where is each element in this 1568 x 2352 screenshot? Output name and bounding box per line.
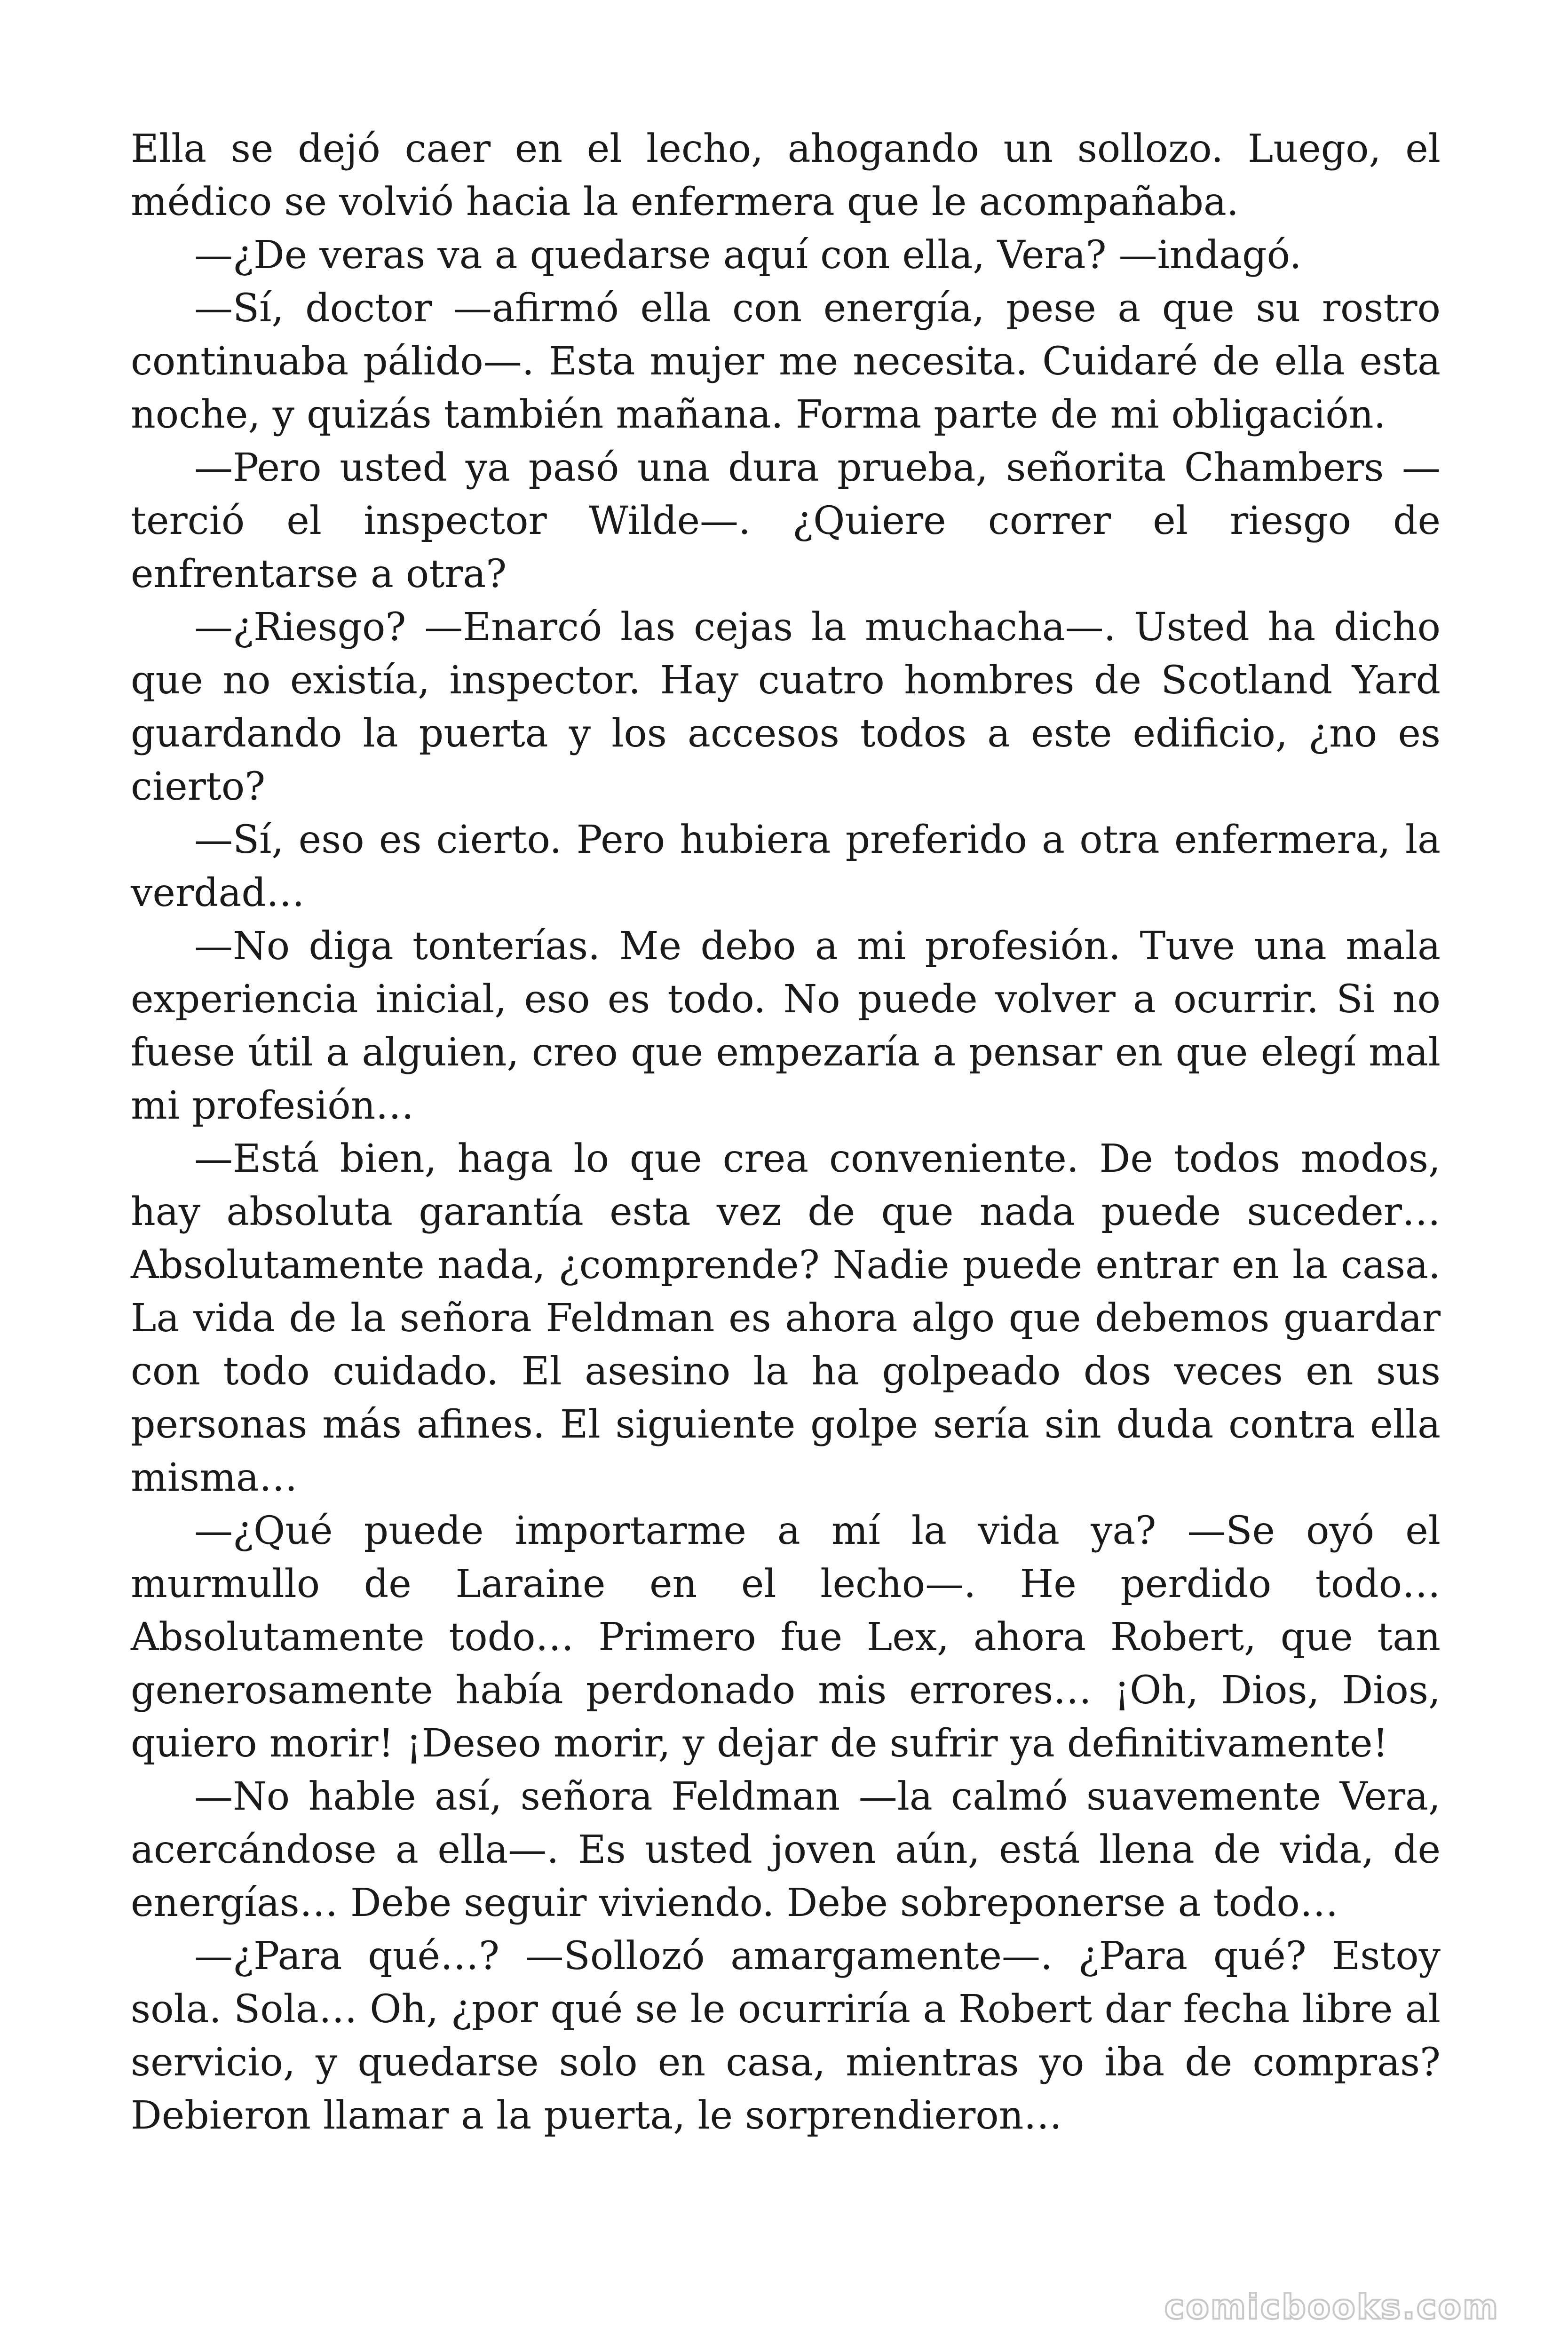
paragraph: —¿De veras va a quedarse aquí con ella, Vera? —indagó. xyxy=(194,233,1302,278)
paragraph: —No diga tonterías. Me debo a mi profesión. Tuve una mala experiencia inicial, eso es todo. No puede volver a ocurrir. Si no fuese útil a alguien, creo que empezaría a pensar en que elegí mal mi profesión… xyxy=(131,924,1441,1128)
paragraph: —Sí, eso es cierto. Pero hubiera preferido a otra enfermera, la verdad… xyxy=(131,818,1441,915)
paragraph: —¿Qué puede importarme a mí la vida ya? —Se oyó el murmullo de Laraine en el lecho—. He perdido todo… Absolutamente todo… Primero fue Lex, ahora Robert, que tan generosamente había perdonado mis errores… ¡Oh, Dios, Dios, quiero morir! ¡Deseo morir, y dejar de sufrir ya definitivamente! xyxy=(131,1509,1441,1766)
paragraph: —No hable así, señora Feldman —la calmó suavemente Vera, acercándose a ella—. Es usted joven aún, está llena de vida, de energías… Debe seguir viviendo. Debe sobreponerse a todo… xyxy=(131,1774,1441,1925)
paragraph: —Está bien, haga lo que crea conveniente. De todos modos, hay absoluta garantía esta vez de que nada puede suceder… Absolutamente nada, ¿comprende? Nadie puede entrar en la casa. La vida de la señora Feldman es ahora algo que debemos guardar con todo cuidado. El asesino la ha golpeado dos veces en sus personas más afines. El siguiente golpe sería sin duda contra ella misma… xyxy=(131,1136,1441,1500)
paragraph: —¿Para qué…? —Sollozó amargamente—. ¿Para qué? Estoy sola. Sola… Oh, ¿por qué se le ocurriría a Robert dar fecha libre al servicio, y quedarse solo en casa, mientras yo iba de compras? Debieron llamar a la puerta, le sorprendieron… xyxy=(131,1934,1441,2138)
paragraph: —Sí, doctor —afirmó ella con energía, pese a que su rostro continuaba pálido—. Esta mujer me necesita. Cuidaré de ella esta noche, y quizás también mañana. Forma parte de mi obligación. xyxy=(131,286,1441,437)
body-text xyxy=(131,122,1441,2142)
paragraph: —Pero usted ya pasó una dura prueba, señorita Chambers —terció el inspector Wilde—. ¿Quiere correr el riesgo de enfrentarse a otra? xyxy=(131,445,1441,596)
watermark: comicbooks.com xyxy=(1164,2287,1499,2327)
paragraph: Ella se dejó caer en el lecho, ahogando un sollozo. Luego, el médico se volvió hacia la enfermera que le acompañaba. xyxy=(131,127,1441,224)
paragraph: —¿Riesgo? —Enarcó las cejas la muchacha—. Usted ha dicho que no existía, inspector. Hay cuatro hombres de Scotland Yard guardando la puerta y los accesos todos a este edificio, ¿no es cierto? xyxy=(131,605,1441,809)
